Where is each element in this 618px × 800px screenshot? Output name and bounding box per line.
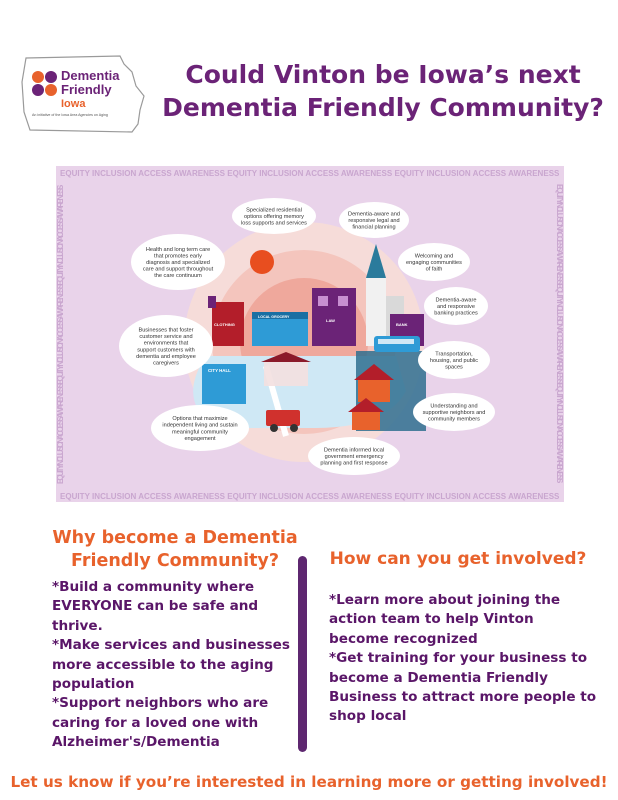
info-cloud-text: Dementia-aware and (348, 211, 400, 218)
why-list (52, 578, 310, 753)
info-cloud-text: Businesses that foster (138, 327, 194, 334)
community-infographic (56, 166, 564, 502)
info-cloud-text: responsive legal and (348, 218, 400, 224)
info-cloud-text: supportive neighbors and (422, 410, 486, 416)
logo-tagline: An initiative of the Iowa Area Agencies on Aging (32, 113, 108, 117)
info-cloud (151, 405, 249, 451)
info-cloud-text: care and support throughout (142, 266, 214, 273)
info-cloud-text: community members (428, 416, 480, 423)
info-cloud (119, 315, 213, 377)
info-cloud-text: of faith (425, 266, 443, 273)
law-office (312, 288, 356, 346)
bus (374, 336, 420, 352)
info-cloud-text: Dementia informed local (323, 447, 385, 454)
info-cloud (339, 202, 409, 238)
info-cloud-text: financial planning (352, 224, 396, 231)
page-headline (158, 58, 608, 124)
info-cloud-text: housing, and public (429, 358, 479, 364)
how-section-title: How can you get involved? (329, 549, 587, 569)
info-cloud-text: Health and long term care (145, 246, 211, 253)
info-cloud-text: environments that (143, 340, 189, 347)
info-cloud-text: caregivers (153, 360, 179, 367)
headline-line-1: Could Vinton be Iowa’s next (185, 60, 581, 89)
why-item-2: *Make services and businesses more accessible to the aging population (52, 637, 290, 693)
how-item-1: *Learn more about joining the action team to help Vinton become recognized (329, 592, 561, 647)
headline-line-2: Dementia Friendly Community? (162, 93, 604, 122)
info-cloud-text: that promotes early (154, 253, 202, 260)
info-cloud (232, 198, 316, 234)
info-cloud-text: engagement (184, 435, 216, 442)
info-cloud-text: government emergency (324, 454, 384, 460)
info-cloud-text: loss supports and services (241, 220, 307, 227)
info-cloud-text: Dementia-aware (435, 297, 477, 304)
border-words-bottom: EQUITY INCLUSION ACCESS AWARENESS EQUITY INCLUSION ACCESS AWARENESS EQUITY INCLUSION ACCESS AWARENESS (60, 492, 560, 501)
info-cloud-text: support customers with (137, 347, 195, 354)
sun-icon (250, 250, 274, 274)
how-list (329, 591, 597, 727)
info-cloud (308, 437, 400, 475)
border-words-top: EQUITY INCLUSION ACCESS AWARENESS EQUITY INCLUSION ACCESS AWARENESS EQUITY INCLUSION ACCESS AWARENESS (60, 169, 560, 178)
logo-line-dementia: Dementia (61, 68, 120, 83)
info-cloud-text: Welcoming and (414, 253, 454, 260)
info-cloud-text: dementia and employee (136, 353, 196, 360)
border-words-left: EQUITY INCLUSION ACCESS AWARENESS EQUITY INCLUSION ACCESS AWARENESS EQUITY INCLUSION ACCESS AWARENESS (56, 184, 65, 484)
sign-grocery: LOCAL GROCERY (258, 315, 290, 319)
info-cloud-text: the care continuum (154, 273, 202, 280)
clothing-store (208, 296, 244, 346)
info-cloud-text: spaces (445, 364, 463, 371)
city-hall (202, 364, 246, 404)
logo-line-iowa: Iowa (61, 98, 86, 110)
info-cloud-text: Understanding and (430, 403, 478, 410)
how-item-2: *Get training for your business to become a Dementia Friendly Business to attract more people to shop local (329, 650, 597, 725)
dementia-friendly-iowa-logo (20, 52, 150, 134)
info-cloud-text: Specialized residential (246, 207, 302, 214)
info-cloud (131, 234, 225, 290)
info-cloud-text: diagnosis and specialized (146, 260, 210, 266)
why-title-line-2: Friendly Community? (71, 551, 279, 571)
info-cloud-text: planning and first response (320, 460, 388, 467)
info-cloud (413, 393, 495, 431)
info-cloud-text: meaningful community (172, 429, 228, 436)
column-divider (298, 556, 307, 752)
logo-line-friendly: Friendly (61, 82, 112, 97)
info-cloud-text: engaging communities (406, 260, 462, 266)
info-cloud-text: Transportation, (435, 351, 473, 358)
info-cloud (398, 243, 470, 281)
why-item-1: *Build a community where EVERYONE can be safe and thrive. (52, 579, 259, 634)
border-words-right: EQUITY INCLUSION ACCESS AWARENESS EQUITY INCLUSION ACCESS AWARENESS EQUITY INCLUSION ACCESS AWARENESS (555, 184, 564, 484)
info-cloud-text: options offering memory (244, 214, 304, 220)
sign-clothing: CLOTHING (214, 322, 235, 327)
why-title-line-1: Why become a Dementia (52, 528, 298, 548)
why-section-title (40, 527, 310, 573)
sign-city-hall: CITY HALL (208, 368, 231, 373)
sign-law: LAW (326, 318, 335, 323)
info-cloud-text: independent living and sustain (162, 422, 238, 429)
info-cloud-text: customer service and (139, 334, 193, 341)
why-item-3: *Support neighbors who are caring for a loved one with Alzheimer's/Dementia (52, 695, 269, 751)
footer-call-to-action: Let us know if you’re interested in learning more or getting involved! (10, 773, 608, 791)
info-cloud (418, 341, 490, 379)
info-cloud-text: Options that maximize (172, 416, 228, 423)
info-cloud-text: and responsive (437, 304, 475, 310)
grocery-store (252, 312, 308, 346)
info-cloud (424, 287, 488, 325)
sign-bank: BANK (396, 322, 408, 327)
info-cloud-text: banking practices (434, 310, 478, 317)
